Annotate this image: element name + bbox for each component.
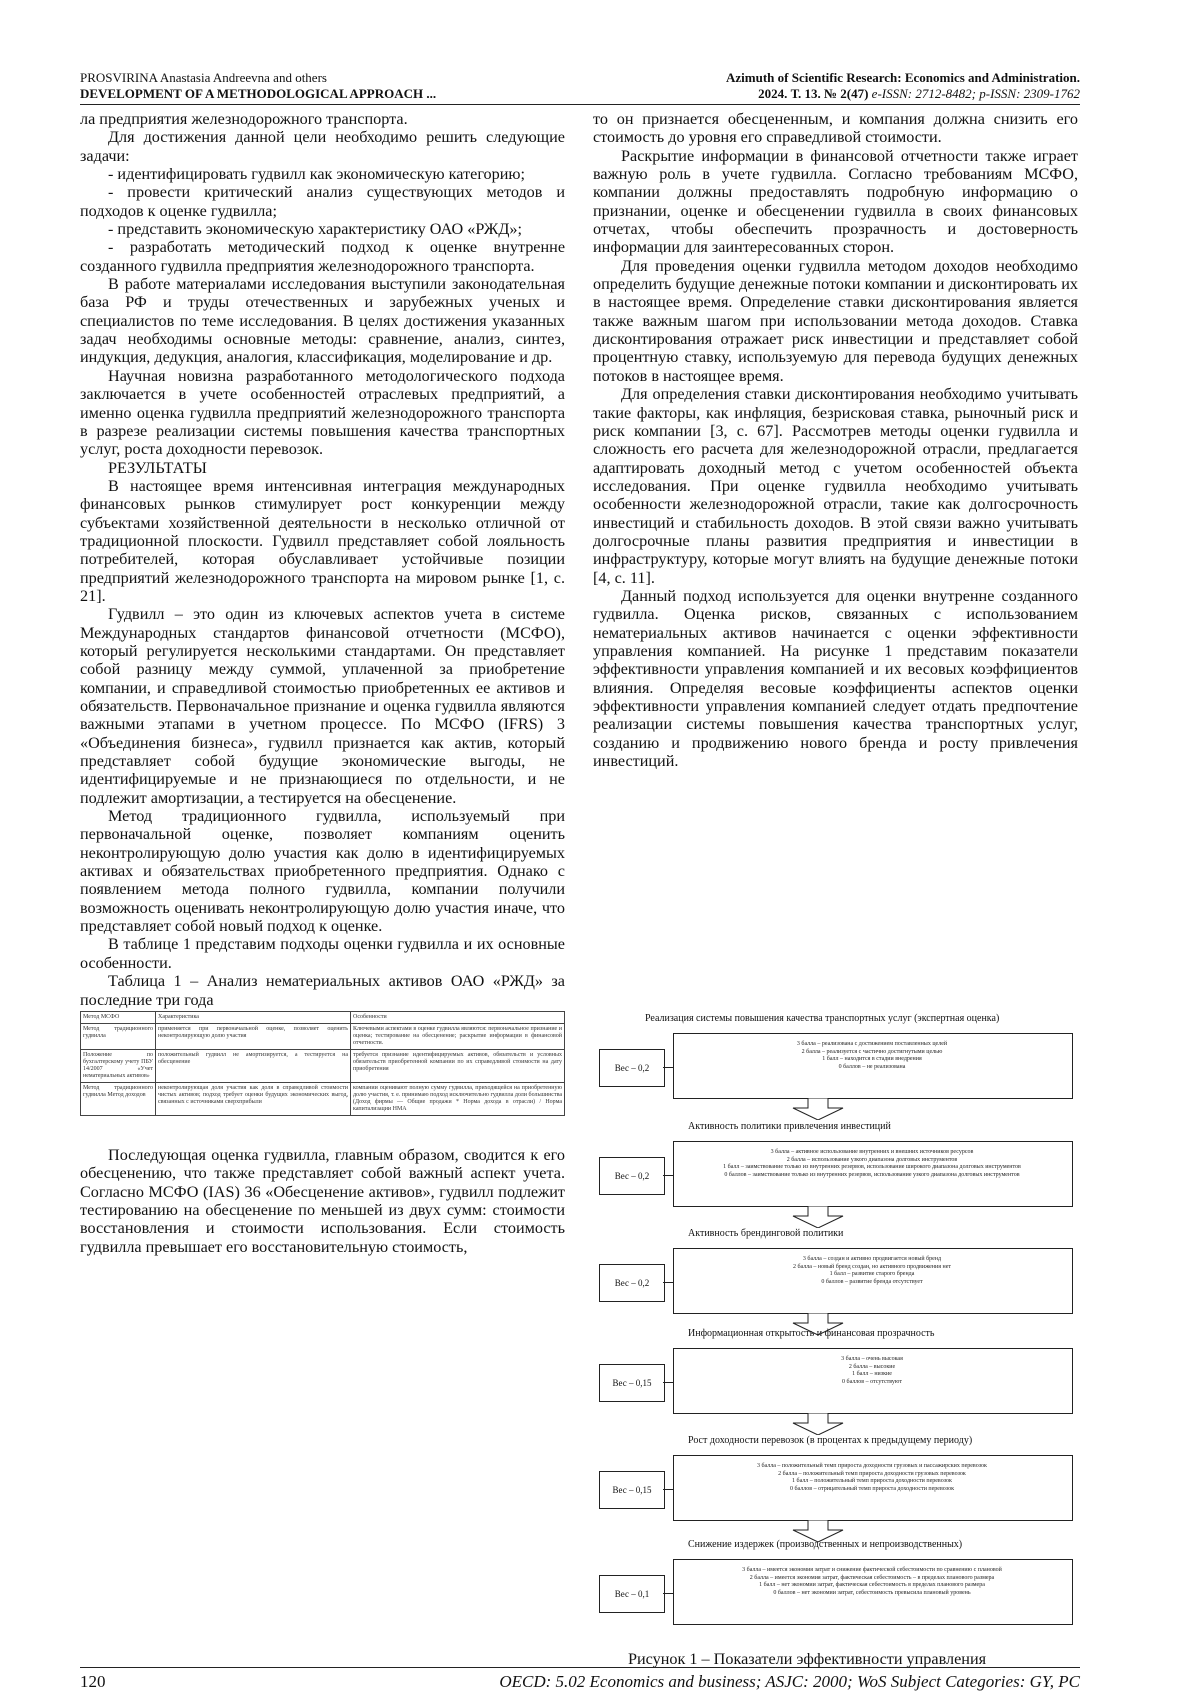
connector xyxy=(663,1382,673,1383)
criteria-list xyxy=(677,1356,1067,1386)
table-cell: требуется признание идентифицируемых активов, обязательств и условных обязательств приобретенной компании по их справедливой стоимости на дату приобретения xyxy=(351,1049,565,1082)
criterion: 1 балл – низкие xyxy=(852,1371,892,1377)
criteria-list xyxy=(677,1567,1067,1597)
arrow-down-icon xyxy=(788,1413,848,1435)
header-issue: 2024. Т. 13. № 2(47) xyxy=(758,86,869,101)
arrow-down-icon xyxy=(788,1206,848,1228)
connector xyxy=(663,1282,673,1283)
footer-classification: OECD: 5.02 Economics and business; ASJC: 2000; WoS Subject Categories: GY, PC xyxy=(499,1672,1080,1691)
weight-box: Вес – 0,2 xyxy=(599,1049,665,1087)
criterion: 0 баллов – не реализована xyxy=(838,1063,906,1070)
criterion: 3 балла – активное использование внутренних и внешних источников ресурсов xyxy=(770,1149,974,1155)
footer-rule xyxy=(80,1667,1080,1668)
figure-block-title: Рост доходности перевозок (в процентах к предыдущему периоду) xyxy=(688,1435,973,1446)
criterion: 0 баллов – отрицательный темп прироста доходности перевозок xyxy=(790,1485,954,1492)
right-paragraphs xyxy=(593,110,1078,770)
header-right xyxy=(620,70,1080,102)
criterion: 3 балла – имеется экономия затрат и снижение фактической себестоимости по сравнению с плановой xyxy=(742,1567,1002,1573)
criterion: 3 балла – очень высокая xyxy=(841,1356,903,1362)
header-journal: Azimuth of Scientific Research: Economics and Administration. xyxy=(726,70,1080,85)
criterion: 1 балл – нет экономии затрат, фактическая себестоимость в пределах планового размера xyxy=(759,1582,985,1588)
header-rule xyxy=(80,104,1080,105)
paragraph: Таблица 1 – Анализ нематериальных активов ОАО «РЖД» за последние три года xyxy=(80,972,565,1009)
paragraph: РЕЗУЛЬТАТЫ xyxy=(108,458,207,477)
connector xyxy=(663,1489,673,1490)
criterion: 0 баллов – развитие бренда отсутствует xyxy=(821,1278,923,1285)
criterion: 3 балла – создан и активно продвигается новый бренд xyxy=(802,1256,942,1262)
paragraph: В работе материалами исследования выступили законодательная база РФ и труды отечественных и зарубежных ученых и специалистов по теме исследования. В целях достижения указанных задач необходимы основные методы: сравнение, анализ, синтез, индукция, дедукция, аналогия, классификация, моделирование и др. xyxy=(80,275,565,367)
table-header-char: Характеристика xyxy=(156,1011,351,1023)
paragraph: Раскрытие информации в финансовой отчетности также играет важную роль в учете гудвилла. Согласно требованиям МСФО, компании должны предоставлять подробную информацию о признании, оценке и обесценении гудвилла в своих финансовых отчетах, чтобы обеспечить прозрачность и достоверность информации для заинтересованных сторон. xyxy=(593,146,1078,257)
criterion: 2 балла – реализуется с частично достигнутыми целью xyxy=(801,1048,943,1055)
paragraph: то он признается обесцененным, и компания должна снизить его стоимость до уровня его справедливой стоимости. xyxy=(593,110,1078,147)
criterion: 0 баллов – отсутствуют xyxy=(842,1378,902,1385)
table-cell: неконтролирующая доля участия как доля в справедливой стоимости чистых активов; подход требует оценки будущих экономических выгод, связанных с источниками сверхприбыли xyxy=(156,1082,351,1115)
connector xyxy=(663,1067,673,1068)
table-cell: положительный гудвилл не амортизируется, а тестируется на обесценение xyxy=(156,1049,351,1082)
paragraph: Метод традиционного гудвилла, используемый при первоначальной оценке, позволяет компаниям оценить неконтролирующую долю участия как долю в идентифицируемых активах и обязательствах приобретенного предприятия. Однако с появлением метода полного гудвилла, компании получили возможность оценивать неконтролирующую долю участия иначе, что представляет собой новый подход к оценке. xyxy=(80,807,565,936)
left-paragraphs xyxy=(80,110,565,1009)
paragraph: Для определения ставки дисконтирования необходимо учитывать такие факторы, как инфляция, безрисковая ставка, рыночный риск и риск компании [3, с. 67]. Рассмотрев методы оценки гудвилла и сложность его расчета для железнодорожной отрасли, предлагается адаптировать доходный метод с учетом особенностей объекта исследования. При оценке гудвилла необходимо учитывать особенности железнодорожной отрасли, такие как долгосрочность инвестиций и стабильность доходов. В этой связи важно учитывать долгосрочные планы развития предприятия и инвестиции в инфраструктуру, которые могут влиять на будущие денежные потоки [4, с. 11]. xyxy=(593,385,1078,587)
table-header-method: Метод МСФО xyxy=(81,1011,156,1023)
paragraph: Гудвилл – это один из ключевых аспектов учета в системе Международных стандартов финансовой отчетности (МСФО), который регулируется несколькими стандартами. Он представляет собой разницу между суммой, уплаченной за приобретение компании, и справедливой стоимостью приобретенных ее активов и обязательств. Первоначальное признание и оценка гудвилла являются важными этапами в учетном процессе. По МСФО (IFRS) 3 «Объединения бизнеса», гудвилл признается как актив, который представляет собой будущие экономические выгоды, не идентифицируемые и не признающиеся по отдельности, и не подлежит амортизации, а тестируется на обесценение. xyxy=(80,605,565,807)
connector xyxy=(663,1593,673,1594)
paragraph: - идентифицировать гудвилл как экономическую категорию; xyxy=(108,165,525,184)
criterion: 2 балла – имеется экономия затрат, фактическая себестоимость – в пределах планового размера xyxy=(749,1574,995,1581)
table-cell: Ключевыми аспектами в оценке гудвилла являются: первоначальное признание и оценка; тестирование на обесценение; раскрытие информации в финансовой отчетности. xyxy=(351,1023,565,1049)
criteria-list xyxy=(677,1149,1067,1179)
criterion: 1 балл – заимствование только из внутренних резервов, использование широкого диапазона долговых инструментов xyxy=(723,1164,1021,1170)
table-header-feat: Особенности xyxy=(351,1011,565,1023)
paragraph: - представить экономическую характеристику ОАО «РЖД»; xyxy=(108,220,522,239)
criterion: 0 баллов – заимствование только из внутренних резервов, использование узкого диапазона долговых инструментов xyxy=(724,1171,1020,1178)
header-authors: PROSVIRINA Anastasia Andreevna and others xyxy=(80,70,327,85)
weight-box: Вес – 0,2 xyxy=(599,1157,665,1195)
table-cell: Положение по бухгалтерскому учету ПБУ 14/2007 «Учет нематериальных активов» xyxy=(81,1049,156,1082)
connector xyxy=(663,1175,673,1176)
paragraph: Для проведения оценки гудвилла методом доходов необходимо определить будущие денежные потоки компании и дисконтировать их в настоящее время. Определение ставки дисконтирования является также важным шагом при использовании метода доходов. Ставка дисконтирования отражает риск инвестиции и представляет собой процентную ставку, используемую для перевода будущих денежных потоков в настоящее время. xyxy=(593,256,1078,385)
criterion: 1 балл – развитие старого бренда xyxy=(829,1271,915,1277)
paragraph: В таблице 1 представим подходы оценки гудвилла и их основные особенности. xyxy=(80,935,565,972)
table-cell: Метод традиционного гудвилла xyxy=(81,1023,156,1049)
weight-box: Вес – 0,1 xyxy=(599,1575,665,1613)
figure-block-title: Реализация системы повышения качества транспортных услуг (экспертная оценка) xyxy=(645,1013,1000,1024)
criterion: 0 баллов – нет экономии затрат, себестоимость превысила плановый уровень xyxy=(773,1589,971,1596)
criteria-list xyxy=(677,1463,1067,1493)
criterion: 2 балла – новый бренд создан, но активного продвижения нет xyxy=(793,1263,951,1270)
table-row xyxy=(81,1082,565,1115)
arrow-down-icon xyxy=(788,1098,848,1120)
left-bottom-paragraphs xyxy=(80,1146,565,1256)
weight-box: Вес – 0,2 xyxy=(599,1264,665,1302)
table-cell: Метод традиционного гудвилла Метод доходов xyxy=(81,1082,156,1115)
header-title: DEVELOPMENT OF A METHODOLOGICAL APPROACH ... xyxy=(80,86,437,101)
figure-block-title: Активность политики привлечения инвестиций xyxy=(688,1121,891,1132)
table-1 xyxy=(80,1011,565,1116)
figure-block-title: Активность брендинговой политики xyxy=(688,1228,844,1239)
criterion: 3 балла – положительный темп прироста доходности грузовых и пассажирских перевозок xyxy=(757,1463,987,1469)
header-left xyxy=(80,70,600,102)
page-number: 120 xyxy=(80,1672,106,1691)
right-column xyxy=(593,110,1078,770)
paragraph: - провести критический анализ существующих методов и подходов к оценке гудвилла; xyxy=(80,183,565,220)
paragraph: - разработать методический подход к оценке внутренне созданного гудвилла предприятия железнодорожного транспорта. xyxy=(80,238,565,275)
criteria-list xyxy=(677,1256,1067,1286)
paragraph: В настоящее время интенсивная интеграция международных финансовых рынков стимулирует рост конкуренции между субъектами хозяйственной деятельности в несколько отличной от традиционной плоскости. Гудвилл представляет собой лояльность потребителей, которая обуславливает устойчивые позиции предприятий железнодорожного транспорта на мировом рынке [1, с. 21]. xyxy=(80,476,565,605)
figure-caption: Рисунок 1 – Показатели эффективности управления xyxy=(628,1650,987,1668)
table-row xyxy=(81,1023,565,1049)
paragraph: Последующая оценка гудвилла, главным образом, сводится к его обесценению, что также представляет собой важный аспект учета. Согласно МСФО (IAS) 36 «Обесценение активов», гудвилл подлежит тестированию на обесценение по меньшей из двух сумм: стоимости восстановления и стоимости использования. Если стоимость гудвилла превышает его восстановительную стоимость, xyxy=(80,1145,565,1256)
criterion: 2 балла – положительный темп прироста доходности грузовых перевозок xyxy=(778,1470,966,1477)
criterion: 3 балла – реализована с достижением поставленных целей xyxy=(796,1041,948,1047)
paragraph: Научная новизна разработанного методологического подхода заключается в учете особенностей отраслевых предприятий, а именно оценка гудвилла предприятий железнодорожного транспорта в разрезе реализации системы повышения качества транспортных услуг, роста доходности перевозок. xyxy=(80,366,565,459)
criterion: 1 балл – положительный темп прироста доходности перевозок xyxy=(792,1478,952,1484)
table-cell: применяется при первоначальной оценке, позволяет оценить неконтролирующую долю участия xyxy=(156,1023,351,1049)
paragraph: ла предприятия железнодорожного транспорта. xyxy=(80,110,408,128)
table-row xyxy=(81,1049,565,1082)
paragraph: Данный подход используется для оценки внутренне созданного гудвилла. Оценка рисков, связанных с использованием нематериальных активов начинается с оценки эффективности управления компанией. На рисунке 1 представим показатели эффективности управления компанией и их весовых коэффициентов влияния. Определяя весовые коэффициенты аспектов оценки эффективности управления компанией следует отдать предпочтение реализации системы повышения качества транспортных услуг, созданию и продвижению нового бренда и росту привлечения инвестиций. xyxy=(593,586,1078,771)
criterion: 2 балла – использование узкого диапазона долговых инструментов xyxy=(786,1156,958,1163)
figure-1 xyxy=(593,1013,1078,1650)
left-column xyxy=(80,110,565,1256)
table-cell: компании оценивают полную сумму гудвилла, приходящейся на приобретенную долю участия, т. е. принимаю подход исключительно гудвилла доли большинства (Доход фирмы — Общие продажи * Норма дохода в отрасли) / Норма капитализации НМА xyxy=(351,1082,565,1115)
criterion: 1 балл – находится в стадии внедрения xyxy=(822,1056,922,1062)
criteria-list xyxy=(677,1041,1067,1071)
paragraph: Для достижения данной цели необходимо решить следующие задачи: xyxy=(80,128,565,165)
weight-box: Вес – 0,15 xyxy=(599,1364,665,1402)
header-issn: e-ISSN: 2712-8482; p-ISSN: 2309-1762 xyxy=(871,86,1080,101)
weight-box: Вес – 0,15 xyxy=(599,1471,665,1509)
figure-block-title: Снижение издержек (производственных и непроизводственных) xyxy=(688,1539,963,1550)
criterion: 2 балла – высокие xyxy=(848,1363,896,1370)
figure-block-title: Информационная открытость и финансовая прозрачность xyxy=(688,1328,935,1339)
